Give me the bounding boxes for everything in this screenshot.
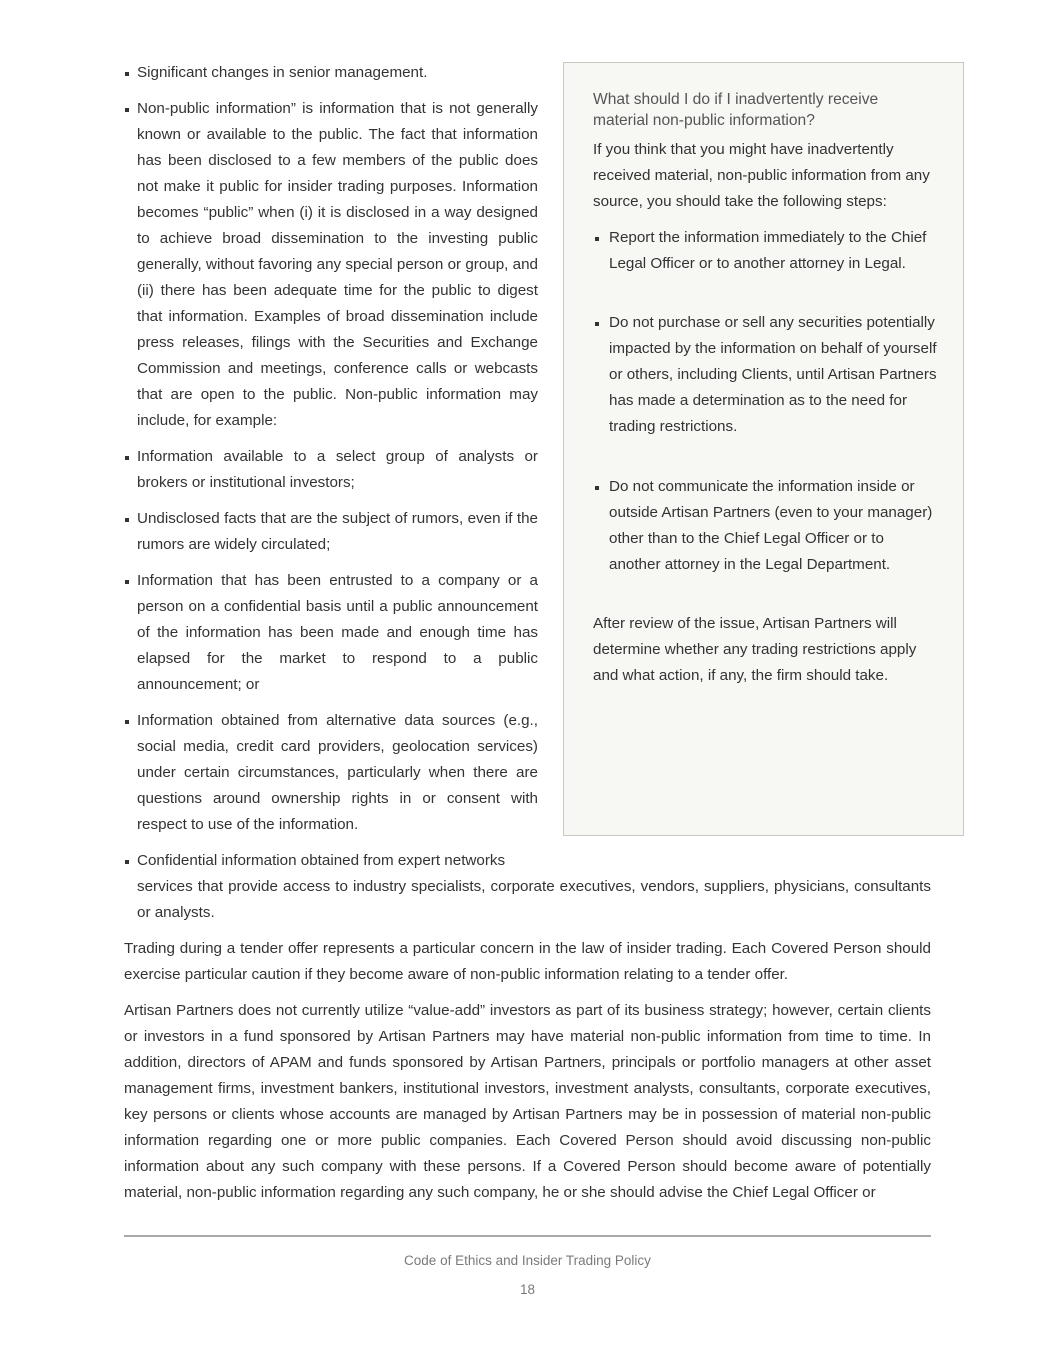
bullet-confidential-basis: Information that has been entrusted to a company or a person on a confidential basis until a public announcement of the information has been made and enough time has elapsed for the market to respond to a public announcement; or (124, 568, 538, 698)
bullet-alternative-data: Information obtained from alternative data sources (e.g., social media, credit card providers, geolocation services) under certain circumstances, particularly when there are questions around ownership rights in or consent with respect to use of the information. (124, 708, 538, 838)
bullet-expert-networks-line1 (124, 848, 538, 874)
sidebar-heading: What should I do if I inadvertently receive material non-public information? (593, 91, 879, 129)
sidebar-step-no-communication: Do not communicate the information inside or outside Artisan Partners (even to your manager) other than to the Chief Legal Officer or to another attorney in the Legal Department. (593, 474, 938, 578)
sidebar-step-report: Report the information immediately to the Chief Legal Officer or to another attorney in Legal. (593, 225, 938, 277)
paragraph-tender-offer: Trading during a tender offer represents a particular concern in the law of insider trading. Each Covered Person should exercise particular caution if they become aware of non-public information relating to a tender offer. (124, 940, 931, 983)
sidebar-intro: If you think that you might have inadvertently received material, non-public information from any source, you should take the following steps: (593, 141, 930, 210)
bullet-rumors: Undisclosed facts that are the subject of rumors, even if the rumors are widely circulated; (124, 506, 538, 558)
footer-divider (124, 1235, 931, 1237)
bullet-senior-management: Significant changes in senior management. (124, 60, 538, 86)
bullet-expert-networks-text: Confidential information obtained from expert networks (137, 852, 506, 869)
sidebar-closing: After review of the issue, Artisan Partners will determine whether any trading restrictions apply and what action, if any, the firm should take. (593, 615, 917, 684)
bullet-expert-networks-continuation: services that provide access to industry specialists, corporate executives, vendors, suppliers, physicians, consultants or analysts. (137, 878, 931, 921)
sidebar-callout (563, 62, 964, 836)
bullet-select-analysts: Information available to a select group of analysts or brokers or institutional investors; (124, 444, 538, 496)
paragraph-value-add-investors: Artisan Partners does not currently utilize “value-add” investors as part of its business strategy; however, certain clients or investors in a fund sponsored by Artisan Partners may have material non-public information from time to time. In addition, directors of APAM and funds sponsored by Artisan Partners, principals or portfolio managers at other asset management firms, investment bankers, institutional investors, investment analysts, consultants, corporate executives, key persons or clients whose accounts are managed by Artisan Partners may be in possession of material non-public information regarding one or more public companies. Each Covered Person should avoid discussing non-public information about any such company with these persons. If a Covered Person should become aware of potentially material, non-public information regarding any such company, he or she should advise the Chief Legal Officer or (124, 1002, 931, 1201)
sidebar-step-no-trading: Do not purchase or sell any securities potentially impacted by the information on behalf of yourself or others, including Clients, until Artisan Partners has made a determination as to the need for trading restrictions. (593, 310, 938, 440)
bullet-non-public-definition: Non-public information” is information that is not generally known or available to the public. The fact that information has been disclosed to a few members of the public does not make it public for insider trading purposes. Information becomes “public” when (i) it is disclosed in a way designed to achieve broad dissemination to the investing public generally, without favoring any special person or group, and (ii) there has been adequate time for the public to digest that information. Examples of broad dissemination include press releases, filings with the Securities and Exchange Commission and meetings, conference calls or webcasts that are open to the public. Non-public information may include, for example: (124, 96, 538, 434)
page-number: 18 (519, 1282, 536, 1297)
footer-document-title: Code of Ethics and Insider Trading Policy (404, 1253, 651, 1268)
